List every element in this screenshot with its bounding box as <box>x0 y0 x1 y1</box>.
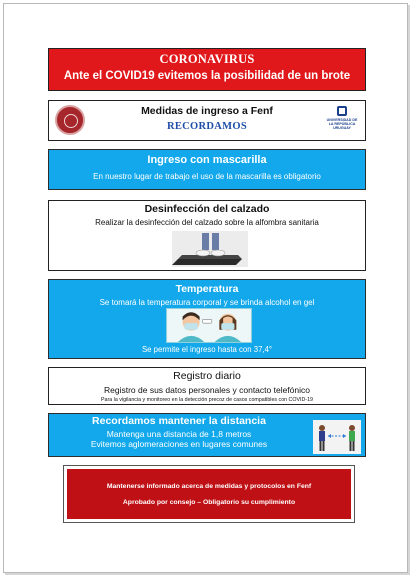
mask-text: En nuestro lugar de trabajo el uso de la mascarilla es obligatorio <box>93 172 321 181</box>
banner-subtitle: Ante el COVID19 evitemos la posibilidad de un brote <box>63 70 351 82</box>
temperature-section <box>48 279 366 359</box>
faculty-seal-logo <box>55 105 85 135</box>
distance-line1: Mantenga una distancia de 1,8 metros <box>106 429 252 439</box>
distance-line2: Evitemos aglomeraciones en lugares comunes <box>90 439 268 449</box>
daily-registry-section <box>48 367 366 405</box>
document-page <box>3 3 408 573</box>
temperature-text: Se tomará la temperatura corporal y se brinda alcohol en gel <box>99 298 315 307</box>
registry-title: Registro diario <box>173 370 241 382</box>
shoe-title: Desinfección del calzado <box>144 203 270 215</box>
shoe-text: Realizar la desinfección del calzado sobre la alfombra sanitaria <box>95 218 319 227</box>
distance-section <box>48 413 366 457</box>
university-logo <box>325 106 359 136</box>
footer-line2: Aprobado por consejo – Obligatorio su cumplimiento <box>122 499 296 506</box>
footer-notice <box>67 469 351 519</box>
social-distance-image <box>313 420 361 454</box>
mask-section <box>48 149 366 190</box>
registry-text: Registro de sus datos personales y contacto telefónico <box>103 385 310 395</box>
sanitary-mat-image <box>172 231 248 267</box>
footer-line1: Mantenerse informado acerca de medidas y protocolos en Fenf <box>106 483 312 490</box>
header-box <box>48 100 366 141</box>
mask-title: Ingreso con mascarilla <box>147 154 267 166</box>
distance-title: Recordamos mantener la distancia <box>92 415 266 427</box>
shoe-disinfection-section <box>48 200 366 271</box>
temperature-title: Temperatura <box>175 283 239 295</box>
registry-small-text: Para la vigilancia y monitoreo en la detección precoz de casos compatibles con COVID-19 <box>101 397 313 403</box>
temperature-note: Se permite el ingreso hasta con 37,4° <box>141 345 273 354</box>
header-subtitle: RECORDAMOS <box>166 121 247 132</box>
header-title: Medidas de ingreso a Fenf <box>141 105 273 117</box>
temperature-check-image <box>166 308 252 343</box>
university-mark-icon <box>337 106 347 116</box>
university-logo-text: UNIVERSIDAD DE LA REPÚBLICA URUGUAY <box>326 118 358 130</box>
banner-title: CORONAVIRUS <box>159 52 255 66</box>
coronavirus-banner <box>48 48 366 91</box>
footer-notice-frame <box>63 465 355 523</box>
